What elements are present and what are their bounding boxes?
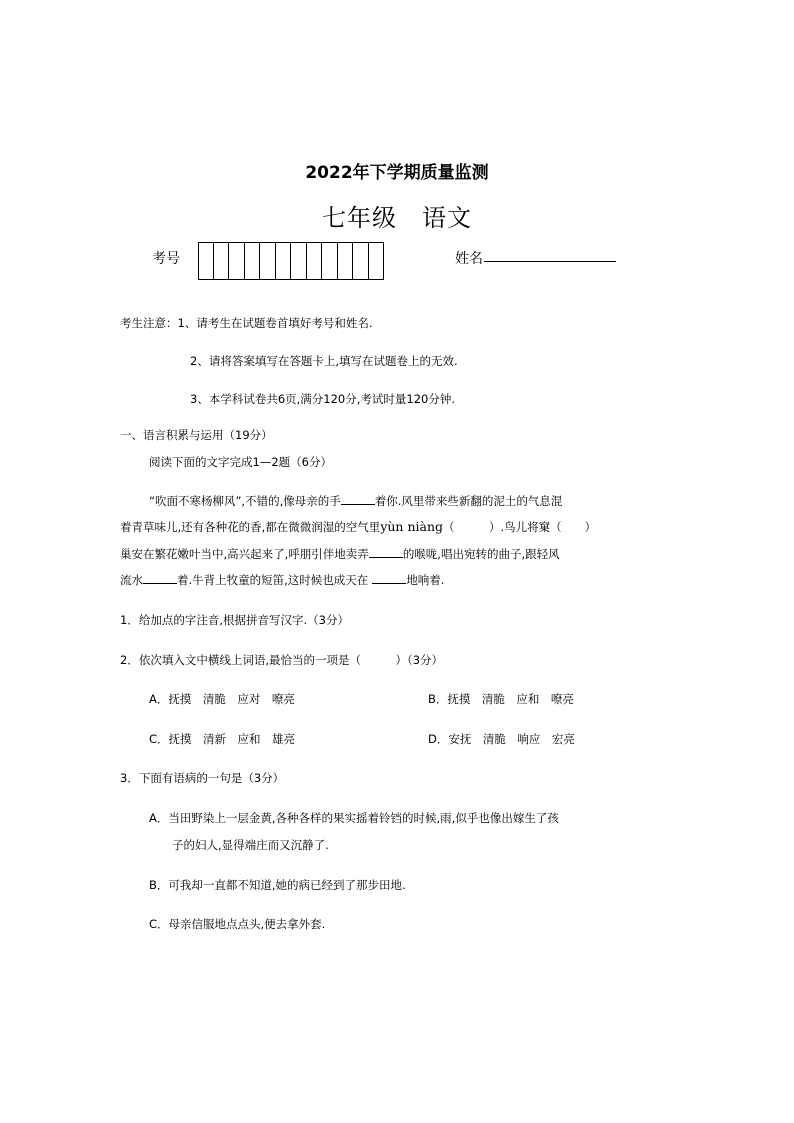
name-field[interactable] [484, 261, 616, 262]
exam-id-cell[interactable] [322, 242, 338, 280]
passage-line-4 [120, 572, 444, 588]
option-letter: D． [428, 732, 449, 746]
q3-option-a-cont: 子的妇人,显得端庄而又沉静了. [172, 838, 329, 852]
q2-option-b[interactable] [428, 691, 574, 707]
passage-text: 地响着. [406, 573, 445, 587]
exam-id-cell[interactable] [307, 242, 323, 280]
passage-text: （ ）.鸟儿将 [443, 520, 539, 534]
notice-line-1 [120, 315, 372, 331]
notice-item-3: 3、本学科试卷共6页,满分120分,考试时量120分钟. [190, 392, 455, 406]
exam-id-cell[interactable] [260, 242, 276, 280]
option-word: 抚摸 [168, 732, 192, 746]
q2-option-d[interactable] [428, 731, 575, 747]
section1-instruction: 阅读下面的文字完成1—2题（6分） [149, 455, 332, 469]
exam-id-cell[interactable] [353, 242, 369, 280]
option-letter: C． [149, 732, 169, 746]
exam-id-cell[interactable] [198, 242, 214, 280]
fill-blank-3[interactable] [143, 573, 177, 584]
option-word: 清新 [203, 732, 227, 746]
q2-option-a[interactable] [149, 691, 295, 707]
passage-line-1 [149, 493, 562, 509]
option-letter: B． [428, 692, 448, 706]
passage-text: 巢安在繁花嫩叶当中,高兴起来了,呼朋引伴地卖弄 [120, 547, 369, 561]
option-word: 抚摸 [447, 692, 471, 706]
fill-blank-4[interactable] [372, 573, 406, 584]
q3-option-a[interactable]: A．当田野染上一层金黄,各种各样的果实摇着铃铛的时候,雨,似乎也像出嫁生了孩 [149, 811, 559, 825]
exam-subtitle: 七年级 语文 [322, 204, 472, 232]
option-word: 响应 [517, 732, 541, 746]
question-3: 3．下面有语病的一句是（3分） [120, 771, 285, 785]
option-word: 清脆 [481, 692, 505, 706]
dotted-char: 窠 [538, 520, 551, 534]
notice-lead: 考生注意： [120, 316, 178, 330]
option-word: 嘹亮 [271, 692, 295, 706]
exam-id-boxes[interactable] [198, 242, 384, 280]
passage-text: 流水 [120, 573, 143, 587]
name-label: 姓名 [455, 251, 483, 267]
option-word: 清脆 [202, 692, 226, 706]
option-word: 嘹亮 [550, 692, 574, 706]
passage-text: 着青草味儿,还有各种花的香,都在微微润湿的空气里 [120, 520, 381, 534]
option-letter: A． [149, 692, 169, 706]
option-word: 安抚 [448, 732, 472, 746]
passage-line-3 [120, 546, 560, 562]
exam-id-cell[interactable] [276, 242, 292, 280]
passage-text: 的喉咙,唱出宛转的曲子,跟轻风 [402, 547, 560, 561]
passage-text: 着你.风里带来些新翻的泥土的气息混 [374, 494, 563, 508]
option-word: 应对 [237, 692, 261, 706]
section1-title: 一、语言积累与运用（19分） [120, 428, 273, 442]
notice-item-1: 1、请考生在试题卷首填好考号和姓名. [177, 316, 373, 330]
option-word: 应和 [516, 692, 540, 706]
question-2: 2．依次填入文中横线上词语,最恰当的一项是（ ）（3分） [120, 653, 444, 667]
exam-id-cell[interactable] [229, 242, 245, 280]
passage-text: “吹面不寒杨柳风”,不错的,像母亲的手 [149, 494, 341, 508]
exam-id-label: 考号 [152, 251, 180, 267]
question-1: 1．给加点的字注音,根据拼音写汉字.（3分） [120, 613, 349, 627]
fill-blank-2[interactable] [369, 547, 403, 558]
option-word: 抚摸 [168, 692, 192, 706]
exam-id-cell[interactable] [214, 242, 230, 280]
exam-id-cell[interactable] [291, 242, 307, 280]
fill-blank-1[interactable] [341, 494, 375, 505]
exam-id-cell[interactable] [245, 242, 261, 280]
option-word: 宏亮 [551, 732, 575, 746]
pinyin: yùn niàng [380, 519, 444, 534]
option-word: 应和 [237, 732, 261, 746]
q3-option-b[interactable]: B．可我却一直都不知道,她的病已经到了那步田地. [149, 878, 406, 892]
notice-item-2: 2、请将答案填写在答题卡上,填写在试题卷上的无效. [190, 354, 458, 368]
exam-title: 2022年下学期质量监测 [305, 163, 489, 183]
option-word: 清脆 [482, 732, 506, 746]
option-word: 雄亮 [272, 732, 296, 746]
passage-text: 着.牛背上牧童的短笛,这时候也成天在 [177, 573, 369, 587]
passage-line-2 [120, 519, 596, 535]
q2-option-c[interactable] [149, 731, 295, 747]
q3-option-c[interactable]: C．母亲信服地点点头,便去拿外套. [149, 917, 326, 931]
exam-id-cell[interactable] [369, 242, 385, 280]
exam-id-cell[interactable] [338, 242, 354, 280]
passage-text: （ ） [550, 520, 597, 534]
